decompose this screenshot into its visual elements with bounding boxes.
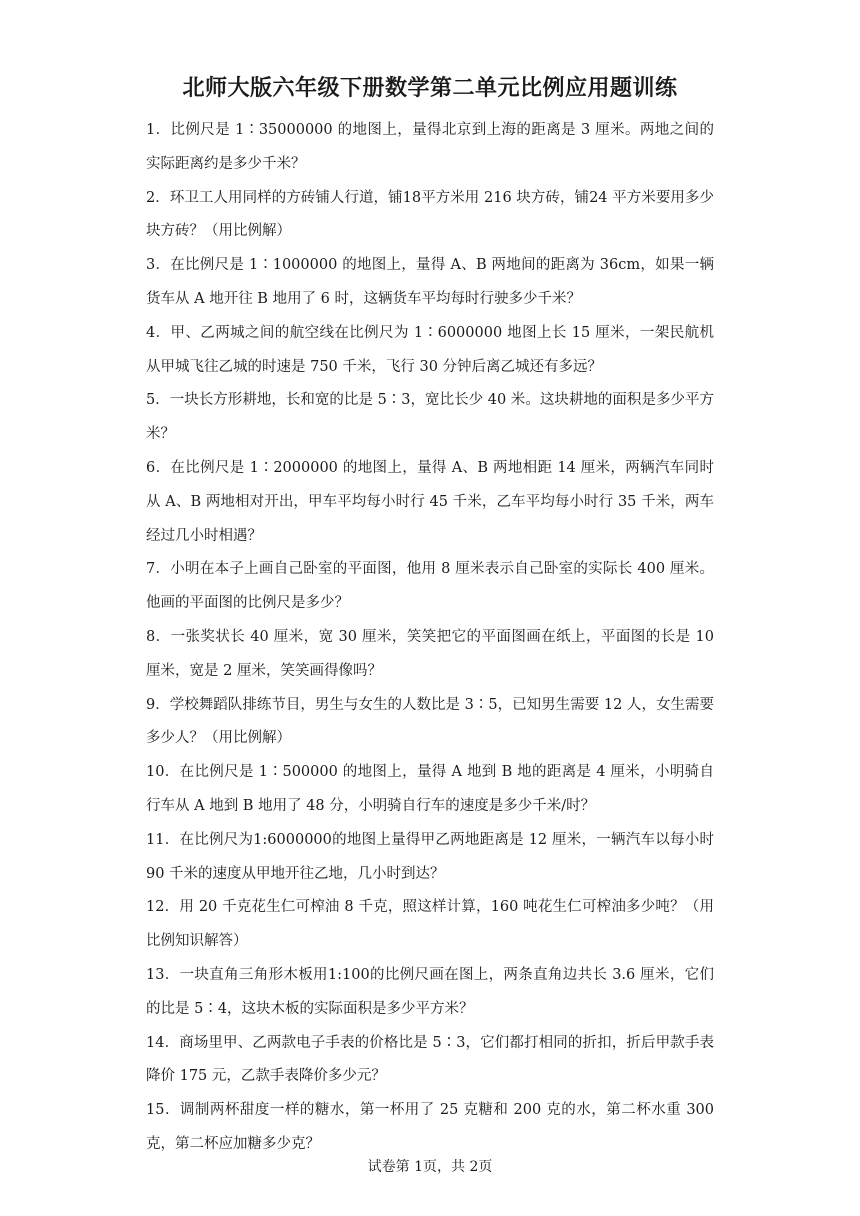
- question-item: 11．在比例尺为1:6000000的地图上量得甲乙两地距离是 12 厘米，一辆汽车以每小时 90 千米的速度从甲地开往乙地，几小时到达？: [146, 831, 714, 882]
- question-item: 2．环卫工人用同样的方砖铺人行道，铺18平方米用 216 块方砖，铺24 平方米要用多少块方砖？（用比例解）: [146, 189, 714, 240]
- question-item: 7．小明在本子上画自己卧室的平面图，他用 8 厘米表示自己卧室的实际长 400 厘米。他画的平面图的比例尺是多少？: [146, 561, 714, 612]
- question-item: 9．学校舞蹈队排练节目，男生与女生的人数比是 3∶5，已知男生需要 12 人，女生需要多少人？（用比例解）: [146, 696, 714, 747]
- question-item: 4．甲、乙两城之间的航空线在比例尺为 1∶6000000 地图上长 15 厘米，一架民航机从甲城飞往乙城的时速是 750 千米，飞行 30 分钟后离乙城还有多远？: [146, 324, 714, 375]
- question-item: 12．用 20 千克花生仁可榨油 8 千克，照这样计算，160 吨花生仁可榨油多少吨？（用比例知识解答）: [146, 899, 714, 950]
- question-item: 15．调制两杯甜度一样的糖水，第一杯用了 25 克糖和 200 克的水，第二杯水重 300 克，第二杯应加糖多少克？: [146, 1102, 714, 1152]
- question-item: 13．一块直角三角形木板用1:100的比例尺画在图上，两条直角边共长 3.6 厘米，它们的比是 5∶4，这块木板的实际面积是多少平方米？: [146, 966, 714, 1017]
- question-item: 14．商场里甲、乙两款电子手表的价格比是 5∶3，它们都打相同的折扣，折后甲款手表降价 175 元，乙款手表降价多少元？: [146, 1034, 714, 1085]
- question-item: 3．在比例尺是 1∶1000000 的地图上，量得 A、B 两地间的距离为 36cm，如果一辆货车从 A 地开往 B 地用了 6 时，这辆货车平均每时行驶多少千米？: [146, 257, 714, 307]
- question-item: 8．一张奖状长 40 厘米，宽 30 厘米，笑笑把它的平面图画在纸上，平面图的长是 10 厘米，宽是 2 厘米，笑笑画得像吗？: [146, 628, 714, 679]
- question-item: 10．在比例尺是 1∶500000 的地图上，量得 A 地到 B 地的距离是 4 厘米，小明骑自行车从 A 地到 B 地用了 48 分，小明骑自行车的速度是多少千米/时？: [146, 764, 714, 814]
- page-footer: 试卷第 1页，共 2页: [367, 1159, 493, 1175]
- question-item: 5．一块长方形耕地，长和宽的比是 5∶3，宽比长少 40 米。这块耕地的面积是多少平方米？: [146, 392, 714, 443]
- question-item: 1．比例尺是 1∶35000000 的地图上，量得北京到上海的距离是 3 厘米。两地之间的实际距离约是多少千米？: [146, 122, 714, 172]
- question-item: 6．在比例尺是 1∶2000000 的地图上，量得 A、B 两地相距 14 厘米，两辆汽车同时从 A、B 两地相对开出，甲车平均每小时行 45 千米，乙车平均每小时行 35 千米，两车经过几小时相遇？: [146, 459, 714, 544]
- question-list: [146, 114, 714, 1162]
- page-title: 北师大版六年级下册数学第二单元比例应用题训练: [182, 75, 678, 101]
